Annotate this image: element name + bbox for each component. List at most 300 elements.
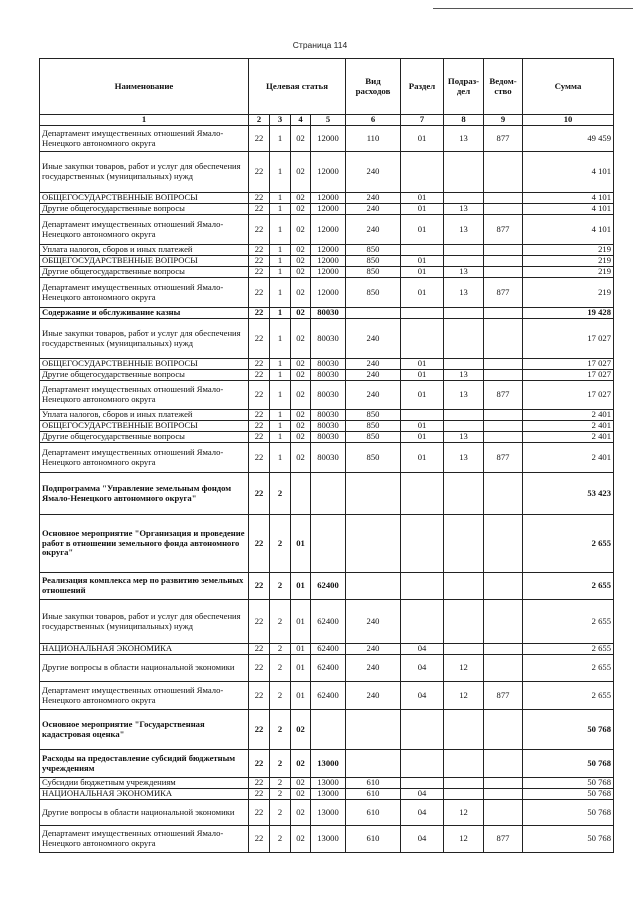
table-row [40, 308, 614, 319]
target-event: 02 [291, 410, 311, 421]
expense-type: 240 [346, 600, 401, 644]
subsection-code: 12 [444, 800, 484, 826]
target-code: 13000 [311, 778, 346, 789]
section-code: 04 [401, 800, 444, 826]
target-code: 80030 [311, 381, 346, 410]
table-row [40, 443, 614, 473]
row-name: Другие общегосударственные вопросы [40, 204, 249, 215]
row-name: Иные закупки товаров, работ и услуг для обеспечения государственных (муниципальных) нужд [40, 152, 249, 193]
target-subprogram: 1 [270, 443, 291, 473]
expense-type [346, 573, 401, 600]
expense-type: 610 [346, 826, 401, 853]
target-code: 13000 [311, 800, 346, 826]
department-code [484, 655, 523, 682]
row-sum: 2 655 [523, 644, 614, 655]
row-sum: 4 101 [523, 204, 614, 215]
target-program: 22 [249, 308, 270, 319]
target-program: 22 [249, 370, 270, 381]
department-code [484, 359, 523, 370]
target-event: 02 [291, 800, 311, 826]
expense-type: 240 [346, 655, 401, 682]
row-sum: 2 655 [523, 600, 614, 644]
expense-type: 240 [346, 381, 401, 410]
target-program: 22 [249, 256, 270, 267]
target-subprogram: 1 [270, 256, 291, 267]
target-program: 22 [249, 778, 270, 789]
table-row [40, 267, 614, 278]
target-program: 22 [249, 644, 270, 655]
target-code: 80030 [311, 319, 346, 359]
department-code: 877 [484, 278, 523, 308]
department-code: 877 [484, 443, 523, 473]
header-dept: Ведом-ство [484, 59, 523, 115]
subsection-code: 12 [444, 682, 484, 710]
target-code: 62400 [311, 573, 346, 600]
target-code [311, 473, 346, 515]
target-event: 02 [291, 432, 311, 443]
target-code: 12000 [311, 215, 346, 245]
target-subprogram: 2 [270, 515, 291, 573]
row-sum: 50 768 [523, 750, 614, 778]
department-code [484, 750, 523, 778]
section-code: 01 [401, 204, 444, 215]
table-row [40, 600, 614, 644]
target-event: 02 [291, 126, 311, 152]
target-program: 22 [249, 515, 270, 573]
row-name: ОБЩЕГОСУДАРСТВЕННЫЕ ВОПРОСЫ [40, 256, 249, 267]
target-code [311, 710, 346, 750]
target-event: 02 [291, 778, 311, 789]
target-subprogram: 2 [270, 655, 291, 682]
row-sum: 4 101 [523, 193, 614, 204]
target-subprogram: 1 [270, 278, 291, 308]
target-subprogram: 1 [270, 267, 291, 278]
department-code [484, 515, 523, 573]
row-name: Департамент имущественных отношений Ямало-Ненецкого автономного округа [40, 215, 249, 245]
row-sum: 2 401 [523, 432, 614, 443]
target-code: 12000 [311, 204, 346, 215]
target-event: 02 [291, 267, 311, 278]
subsection-code: 13 [444, 432, 484, 443]
table-row [40, 204, 614, 215]
header-section: Раздел [401, 59, 444, 115]
department-code [484, 319, 523, 359]
section-code: 04 [401, 826, 444, 853]
row-sum: 2 401 [523, 421, 614, 432]
row-sum: 219 [523, 278, 614, 308]
department-code [484, 600, 523, 644]
column-number: 8 [444, 115, 484, 126]
target-code: 80030 [311, 370, 346, 381]
department-code [484, 193, 523, 204]
subsection-code: 13 [444, 204, 484, 215]
subsection-code [444, 308, 484, 319]
column-number: 7 [401, 115, 444, 126]
subsection-code: 12 [444, 655, 484, 682]
row-sum: 219 [523, 245, 614, 256]
column-number: 2 [249, 115, 270, 126]
department-code [484, 800, 523, 826]
expense-type: 610 [346, 778, 401, 789]
target-subprogram: 1 [270, 245, 291, 256]
table-row [40, 193, 614, 204]
row-name: НАЦИОНАЛЬНАЯ ЭКОНОМИКА [40, 644, 249, 655]
expense-type: 240 [346, 319, 401, 359]
table-row [40, 319, 614, 359]
section-code: 01 [401, 381, 444, 410]
target-event: 02 [291, 278, 311, 308]
department-code [484, 267, 523, 278]
section-code: 04 [401, 644, 444, 655]
target-subprogram: 2 [270, 600, 291, 644]
target-event: 01 [291, 515, 311, 573]
target-code: 12000 [311, 193, 346, 204]
target-program: 22 [249, 267, 270, 278]
subsection-code: 13 [444, 443, 484, 473]
row-sum: 17 027 [523, 319, 614, 359]
target-program: 22 [249, 800, 270, 826]
expense-type [346, 515, 401, 573]
department-code: 877 [484, 381, 523, 410]
department-code [484, 152, 523, 193]
row-name: Уплата налогов, сборов и иных платежей [40, 410, 249, 421]
budget-table [39, 58, 614, 853]
row-name: Субсидии бюджетным учреждениям [40, 778, 249, 789]
target-subprogram: 2 [270, 778, 291, 789]
expense-type: 850 [346, 443, 401, 473]
row-sum: 53 423 [523, 473, 614, 515]
table-row [40, 473, 614, 515]
department-code: 877 [484, 126, 523, 152]
expense-type: 850 [346, 410, 401, 421]
section-code: 01 [401, 359, 444, 370]
header-subsection: Подраз-дел [444, 59, 484, 115]
department-code [484, 245, 523, 256]
target-subprogram: 1 [270, 308, 291, 319]
target-event: 02 [291, 370, 311, 381]
column-number: 3 [270, 115, 291, 126]
row-name: Департамент имущественных отношений Ямало-Ненецкого автономного округа [40, 278, 249, 308]
department-code [484, 644, 523, 655]
table-row [40, 421, 614, 432]
target-subprogram: 2 [270, 644, 291, 655]
table-row [40, 215, 614, 245]
row-name: Основное мероприятие "Государственная кадастровая оценка" [40, 710, 249, 750]
target-event: 01 [291, 573, 311, 600]
section-code: 01 [401, 193, 444, 204]
target-code: 12000 [311, 152, 346, 193]
target-code: 80030 [311, 443, 346, 473]
target-program: 22 [249, 381, 270, 410]
table-row [40, 710, 614, 750]
target-subprogram: 2 [270, 473, 291, 515]
row-sum: 2 401 [523, 410, 614, 421]
table-row [40, 245, 614, 256]
target-code: 80030 [311, 421, 346, 432]
table-row [40, 256, 614, 267]
column-number: 10 [523, 115, 614, 126]
page-title: Страница 114 [292, 40, 348, 50]
row-sum: 50 768 [523, 710, 614, 750]
target-subprogram: 2 [270, 800, 291, 826]
target-event: 02 [291, 193, 311, 204]
target-subprogram: 1 [270, 204, 291, 215]
column-number: 1 [40, 115, 249, 126]
expense-type: 240 [346, 359, 401, 370]
target-event: 01 [291, 600, 311, 644]
target-code: 12000 [311, 126, 346, 152]
subsection-code [444, 573, 484, 600]
section-code: 04 [401, 789, 444, 800]
target-subprogram: 2 [270, 789, 291, 800]
section-code: 01 [401, 126, 444, 152]
expense-type: 240 [346, 193, 401, 204]
row-sum: 2 655 [523, 573, 614, 600]
department-code [484, 710, 523, 750]
row-name: Другие общегосударственные вопросы [40, 432, 249, 443]
target-subprogram: 1 [270, 432, 291, 443]
column-number: 9 [484, 115, 523, 126]
target-subprogram: 1 [270, 421, 291, 432]
row-name: Иные закупки товаров, работ и услуг для обеспечения государственных (муниципальных) нужд [40, 600, 249, 644]
subsection-code: 13 [444, 370, 484, 381]
subsection-code [444, 245, 484, 256]
target-program: 22 [249, 750, 270, 778]
expense-type [346, 710, 401, 750]
target-program: 22 [249, 245, 270, 256]
target-code: 62400 [311, 600, 346, 644]
expense-type [346, 473, 401, 515]
section-code [401, 245, 444, 256]
expense-type: 240 [346, 152, 401, 193]
header-name: Наименование [40, 59, 249, 115]
target-subprogram: 1 [270, 215, 291, 245]
department-code [484, 573, 523, 600]
subsection-code [444, 473, 484, 515]
subsection-code [444, 410, 484, 421]
row-name: Подпрограмма "Управление земельным фондом Ямало-Ненецкого автономного округа" [40, 473, 249, 515]
department-code: 877 [484, 215, 523, 245]
table-row [40, 573, 614, 600]
target-event: 02 [291, 443, 311, 473]
expense-type: 240 [346, 204, 401, 215]
subsection-code: 13 [444, 126, 484, 152]
target-program: 22 [249, 826, 270, 853]
section-code [401, 473, 444, 515]
target-subprogram: 2 [270, 682, 291, 710]
row-name: Другие общегосударственные вопросы [40, 267, 249, 278]
target-code: 12000 [311, 256, 346, 267]
section-code: 01 [401, 278, 444, 308]
target-event: 01 [291, 644, 311, 655]
target-program: 22 [249, 443, 270, 473]
target-code: 62400 [311, 655, 346, 682]
row-sum: 49 459 [523, 126, 614, 152]
target-code: 80030 [311, 410, 346, 421]
target-subprogram: 1 [270, 410, 291, 421]
table-row [40, 515, 614, 573]
subsection-code: 13 [444, 278, 484, 308]
target-subprogram: 1 [270, 359, 291, 370]
target-code: 62400 [311, 682, 346, 710]
row-sum: 219 [523, 267, 614, 278]
table-row [40, 655, 614, 682]
target-event [291, 473, 311, 515]
row-name: Департамент имущественных отношений Ямало-Ненецкого автономного округа [40, 682, 249, 710]
section-code: 01 [401, 215, 444, 245]
target-program: 22 [249, 204, 270, 215]
subsection-code [444, 256, 484, 267]
target-program: 22 [249, 410, 270, 421]
expense-type: 610 [346, 789, 401, 800]
target-code [311, 515, 346, 573]
target-program: 22 [249, 278, 270, 308]
subsection-code [444, 515, 484, 573]
subsection-code [444, 193, 484, 204]
row-name: ОБЩЕГОСУДАРСТВЕННЫЕ ВОПРОСЫ [40, 359, 249, 370]
target-event: 02 [291, 152, 311, 193]
department-code [484, 432, 523, 443]
department-code [484, 778, 523, 789]
section-code: 01 [401, 267, 444, 278]
target-event: 02 [291, 421, 311, 432]
section-code: 01 [401, 432, 444, 443]
subsection-code [444, 750, 484, 778]
row-sum: 19 428 [523, 308, 614, 319]
expense-type: 850 [346, 421, 401, 432]
row-name: Другие вопросы в области национальной экономики [40, 655, 249, 682]
target-program: 22 [249, 319, 270, 359]
row-name: Содержание и обслуживание казны [40, 308, 249, 319]
target-program: 22 [249, 152, 270, 193]
row-sum: 4 101 [523, 152, 614, 193]
expense-type: 240 [346, 370, 401, 381]
expense-type: 850 [346, 267, 401, 278]
target-event: 02 [291, 750, 311, 778]
section-code: 01 [401, 443, 444, 473]
table-row [40, 370, 614, 381]
table-row [40, 826, 614, 853]
section-code: 01 [401, 421, 444, 432]
subsection-code [444, 789, 484, 800]
table-row [40, 359, 614, 370]
department-code: 877 [484, 826, 523, 853]
target-subprogram: 1 [270, 126, 291, 152]
table-row [40, 800, 614, 826]
column-number: 6 [346, 115, 401, 126]
target-program: 22 [249, 126, 270, 152]
target-code: 80030 [311, 308, 346, 319]
expense-type: 240 [346, 682, 401, 710]
row-sum: 2 655 [523, 515, 614, 573]
department-code [484, 410, 523, 421]
target-event: 02 [291, 789, 311, 800]
row-name: Реализация комплекса мер по развитию земельных отношений [40, 573, 249, 600]
target-event: 02 [291, 204, 311, 215]
table-row [40, 682, 614, 710]
department-code [484, 256, 523, 267]
subsection-code [444, 644, 484, 655]
table-row [40, 126, 614, 152]
row-name: ОБЩЕГОСУДАРСТВЕННЫЕ ВОПРОСЫ [40, 421, 249, 432]
column-number-row [40, 115, 614, 126]
target-event: 02 [291, 710, 311, 750]
column-number: 4 [291, 115, 311, 126]
row-name: Департамент имущественных отношений Ямало-Ненецкого автономного округа [40, 443, 249, 473]
table-row [40, 152, 614, 193]
section-code [401, 410, 444, 421]
row-name: Уплата налогов, сборов и иных платежей [40, 245, 249, 256]
expense-type: 240 [346, 644, 401, 655]
subsection-code: 12 [444, 826, 484, 853]
table-row [40, 410, 614, 421]
target-code: 13000 [311, 826, 346, 853]
expense-type: 240 [346, 215, 401, 245]
row-sum: 50 768 [523, 826, 614, 853]
table-row [40, 381, 614, 410]
table-row [40, 778, 614, 789]
target-subprogram: 2 [270, 573, 291, 600]
subsection-code [444, 319, 484, 359]
target-event: 02 [291, 256, 311, 267]
expense-type [346, 750, 401, 778]
section-code [401, 600, 444, 644]
row-name: Департамент имущественных отношений Ямало-Ненецкого автономного округа [40, 826, 249, 853]
row-sum: 50 768 [523, 778, 614, 789]
department-code: 877 [484, 682, 523, 710]
row-name: Иные закупки товаров, работ и услуг для обеспечения государственных (муниципальных) нужд [40, 319, 249, 359]
target-program: 22 [249, 789, 270, 800]
target-subprogram: 1 [270, 370, 291, 381]
target-event: 02 [291, 826, 311, 853]
subsection-code: 13 [444, 215, 484, 245]
row-sum: 17 027 [523, 359, 614, 370]
subsection-code [444, 778, 484, 789]
target-program: 22 [249, 710, 270, 750]
target-code: 12000 [311, 245, 346, 256]
target-subprogram: 1 [270, 152, 291, 193]
expense-type: 850 [346, 432, 401, 443]
row-name: ОБЩЕГОСУДАРСТВЕННЫЕ ВОПРОСЫ [40, 193, 249, 204]
target-code: 12000 [311, 267, 346, 278]
target-event: 02 [291, 381, 311, 410]
row-sum: 17 027 [523, 381, 614, 410]
section-code [401, 308, 444, 319]
target-event: 01 [291, 682, 311, 710]
row-sum: 17 027 [523, 370, 614, 381]
table-row [40, 789, 614, 800]
target-code: 80030 [311, 359, 346, 370]
row-sum: 2 401 [523, 443, 614, 473]
subsection-code [444, 359, 484, 370]
expense-type [346, 308, 401, 319]
department-code [484, 370, 523, 381]
table-body [40, 126, 614, 853]
target-code: 80030 [311, 432, 346, 443]
subsection-code [444, 152, 484, 193]
target-subprogram: 1 [270, 319, 291, 359]
section-code [401, 573, 444, 600]
section-code [401, 319, 444, 359]
row-sum: 219 [523, 256, 614, 267]
subsection-code: 13 [444, 267, 484, 278]
row-name: Другие общегосударственные вопросы [40, 370, 249, 381]
section-code: 04 [401, 655, 444, 682]
table-row [40, 750, 614, 778]
target-event: 02 [291, 215, 311, 245]
target-program: 22 [249, 473, 270, 515]
target-event: 01 [291, 655, 311, 682]
